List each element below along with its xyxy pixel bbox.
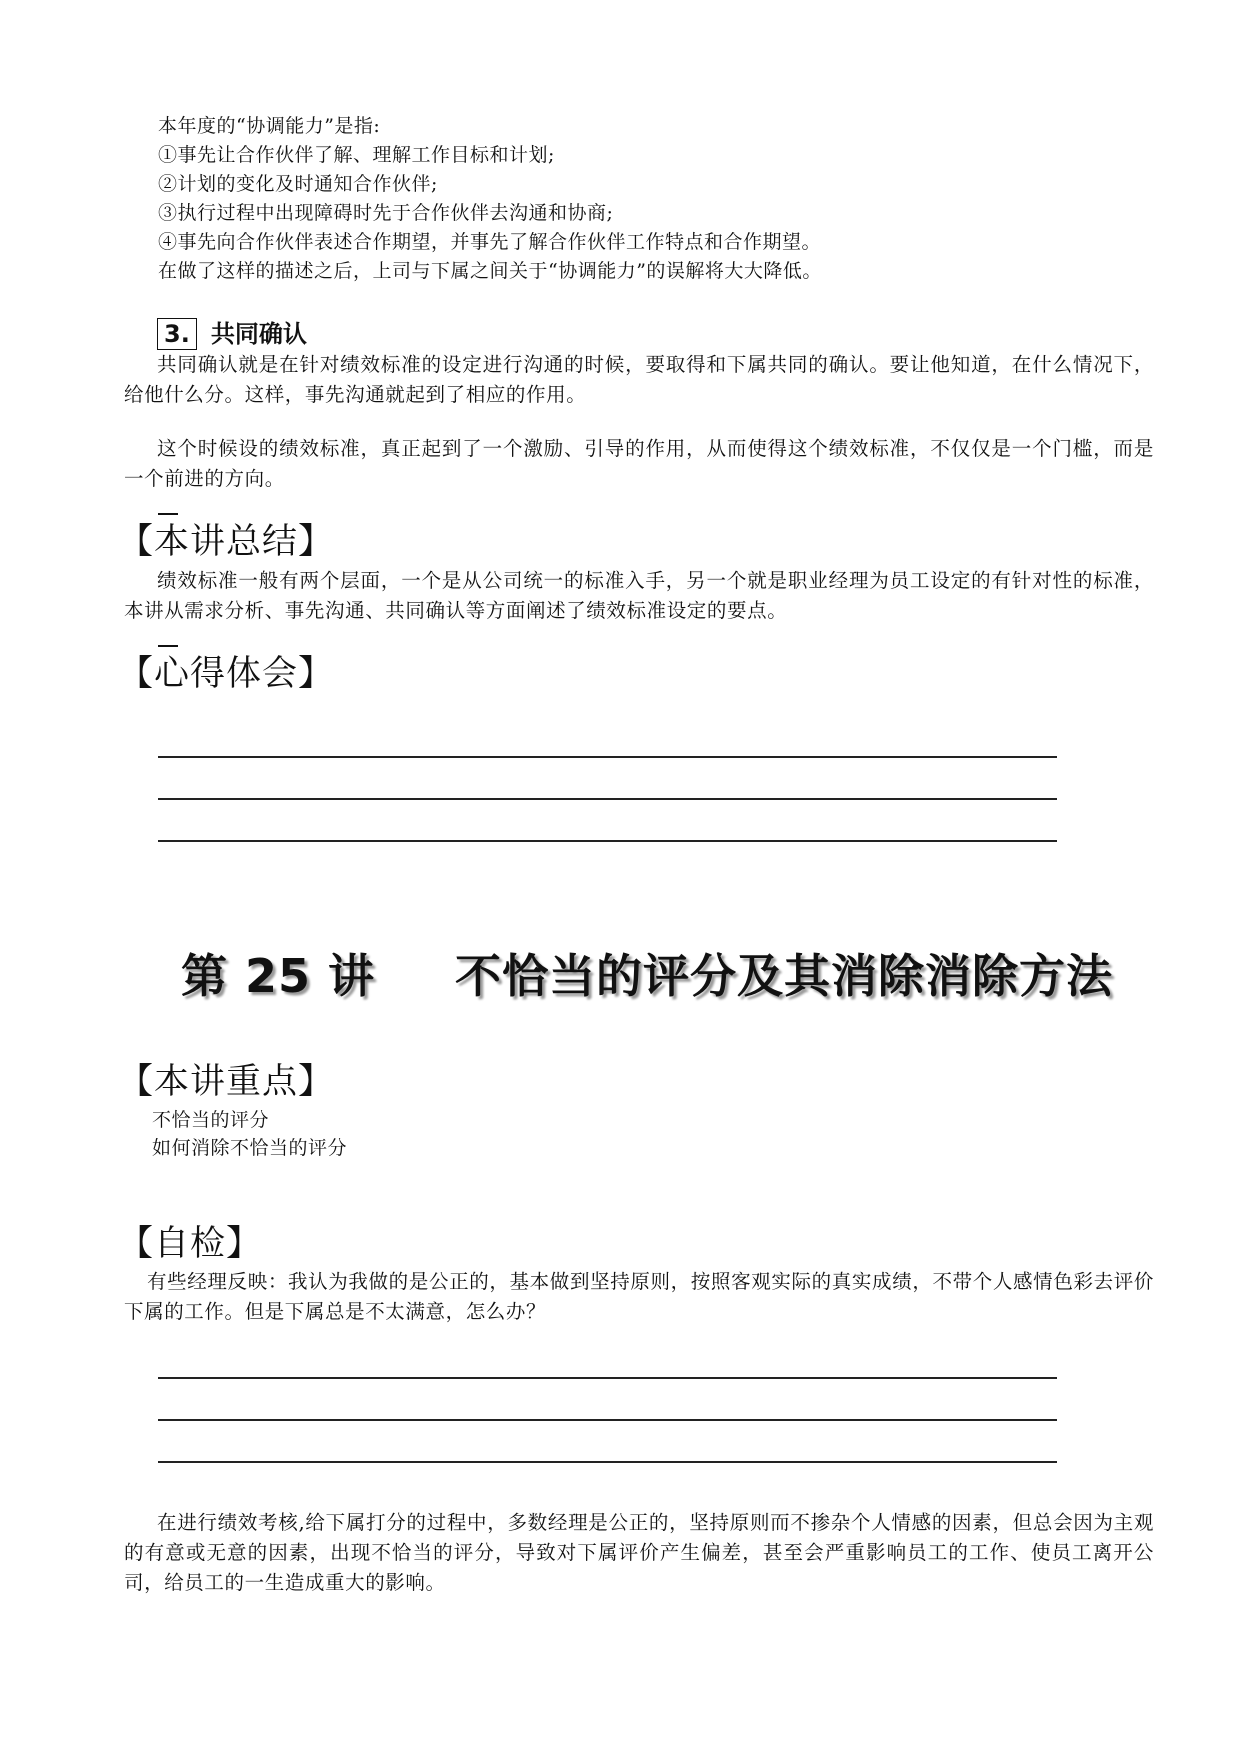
- heading-tick-mark: [158, 645, 178, 647]
- section-number-box: 3.: [157, 318, 197, 350]
- section-3-paragraph-2: 这个时候设的绩效标准，真正起到了一个激励、引导的作用，从而使得这个绩效标准，不仅仅是一个门槛，而是一个前进的方向。: [124, 437, 1154, 490]
- intro-line-5: ④事先向合作伙伴表述合作期望，并事先了解合作伙伴工作特点和合作期望。: [158, 231, 822, 253]
- writing-line: [158, 1419, 1057, 1421]
- section-title: 共同确认: [210, 320, 307, 348]
- reflection-heading: 【心得体会】: [118, 654, 335, 694]
- writing-line: [158, 1377, 1057, 1379]
- key-point-item: 不恰当的评分: [152, 1109, 270, 1131]
- intro-line-2: ①事先让合作伙伴了解、理解工作目标和计划;: [158, 144, 555, 166]
- self-check-heading: 【自检】: [118, 1224, 263, 1264]
- chapter-title: 不恰当的评分及其消除消除方法: [455, 949, 1113, 1003]
- section-3-paragraph-1: 共同确认就是在针对绩效标准的设定进行沟通的时候，要取得和下属共同的确认。要让他知道，在什么情况下，给他什么分。这样，事先沟通就起到了相应的作用。: [124, 353, 1154, 406]
- intro-line-1: 本年度的“协调能力”是指:: [158, 115, 381, 137]
- key-point-item: 如何消除不恰当的评分: [152, 1137, 348, 1159]
- intro-line-6: 在做了这样的描述之后，上司与下属之间关于“协调能力”的误解将大大降低。: [158, 260, 822, 282]
- closing-paragraph: 在进行绩效考核,给下属打分的过程中，多数经理是公正的，坚持原则而不掺杂个人情感的因素，但总会因为主观的有意或无意的因素，出现不恰当的评分，导致对下属评价产生偏差，甚至会严重影响员工的工作、使员工离开公司，给员工的一生造成重大的影响。: [124, 1511, 1154, 1594]
- key-points-heading: 【本讲重点】: [118, 1062, 335, 1102]
- self-check-text: 有些经理反映：我认为我做的是公正的，基本做到坚持原则，按照客观实际的真实成绩，不带个人感情色彩去评价下属的工作。但是下属总是不太满意，怎么办？: [124, 1270, 1154, 1323]
- summary-heading: 【本讲总结】: [118, 522, 335, 562]
- writing-line: [158, 840, 1057, 842]
- section-3-heading: [157, 314, 307, 350]
- writing-line: [158, 756, 1057, 758]
- chapter-number: 第 25 讲: [181, 949, 376, 1003]
- intro-line-3: ②计划的变化及时通知合作伙伴;: [158, 173, 438, 195]
- writing-line: [158, 798, 1057, 800]
- heading-tick-mark: [158, 513, 178, 515]
- summary-text: 绩效标准一般有两个层面，一个是从公司统一的标准入手，另一个就是职业经理为员工设定的有针对性的标准，本讲从需求分析、事先沟通、共同确认等方面阐述了绩效标准设定的要点。: [124, 569, 1154, 622]
- writing-line: [158, 1461, 1057, 1463]
- intro-line-4: ③执行过程中出现障碍时先于合作伙伴去沟通和协商;: [158, 202, 614, 224]
